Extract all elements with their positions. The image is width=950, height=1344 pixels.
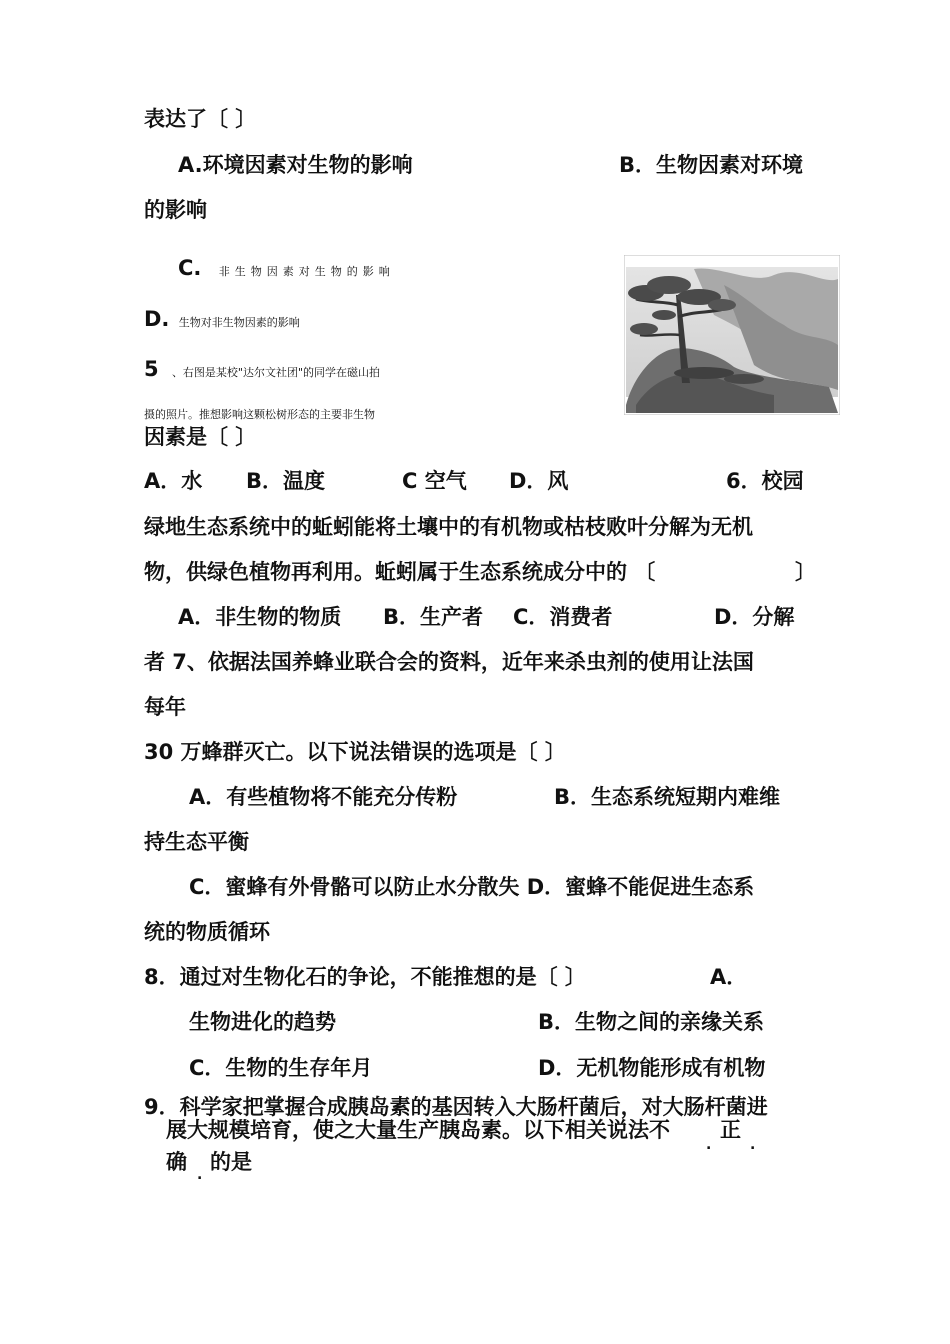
question-9-line3: 的是 (210, 1150, 252, 1174)
question-5-line1 (144, 356, 380, 386)
emphasis-dot: . (197, 1167, 203, 1183)
option-4d (144, 306, 300, 336)
option-6d: D．分解 (714, 605, 795, 629)
emphasis-dot: . (706, 1137, 712, 1153)
question-7-line3: 30 万蜂群灭亡。以下说法错误的选项是〔 〕 (144, 740, 566, 764)
question-5-number: 5 (144, 357, 159, 381)
option-7a: A．有些植物将不能充分传粉 (189, 785, 458, 809)
option-4d-text: 生物对非生物因素的影响 (178, 316, 300, 329)
option-8c: C．生物的生存年月 (189, 1056, 373, 1080)
question-7-line2: 每年 (144, 695, 186, 719)
question-8-stem: 8．通过对生物化石的争论，不能推想的是〔 〕 (144, 965, 586, 989)
option-7d-cont: 统的物质循环 (144, 920, 270, 944)
option-4b: B．生物因素对环境 (619, 153, 804, 177)
option-5c: C 空气 (402, 469, 467, 493)
option-4a: A.环境因素对生物的影响 (178, 153, 413, 177)
option-6b: B．生产者 (383, 605, 484, 629)
option-6c: C．消费者 (513, 605, 613, 629)
option-7b: B．生态系统短期内难维 (554, 785, 781, 809)
question-6-start: 6．校园 (726, 469, 804, 493)
question-6-bracket-close: 〕 (795, 560, 816, 584)
option-4d-label: D. (144, 307, 170, 331)
question-5-text1: 、右图是某校"达尔文社团"的同学在磁山拍 (171, 366, 381, 379)
option-5d: D．风 (509, 469, 569, 493)
option-7c-7d: C．蜜蜂有外骨骼可以防止水分散失 D．蜜蜂不能促进生态系 (189, 875, 755, 899)
option-8d: D．无机物能形成有机物 (538, 1056, 766, 1080)
question-6-line3: 物，供绿色植物再利用。蚯蚓属于生态系统成分中的 〔 (144, 560, 656, 584)
option-6a: A．非生物的物质 (178, 605, 342, 629)
question-5-text2: 摄的照片。推想影响这颗松树形态的主要非生物 (144, 408, 375, 421)
pine-tree-photo (624, 255, 840, 415)
question-9-emph-word2: 确 (166, 1150, 187, 1174)
option-4c-label: C. (178, 256, 202, 280)
question-9-line1: 9．科学家把掌握合成胰岛素的基因转入大肠杆菌后，对大肠杆菌进 (144, 1095, 768, 1119)
option-4c-text: 非生物因素对生物的影响 (218, 265, 395, 278)
question-9-emph-word1: 正 (720, 1118, 741, 1142)
option-5b: B．温度 (246, 469, 326, 493)
option-7b-cont: 持生态平衡 (144, 830, 249, 854)
question-7-line1: 者 7、依据法国养蜂业联合会的资料，近年来杀虫剂的使用让法国 (144, 650, 754, 674)
option-4b-cont: 的影响 (144, 198, 207, 222)
option-8b: B．生物之间的亲缘关系 (538, 1010, 765, 1034)
emphasis-dot: . (750, 1137, 756, 1153)
option-8a-text: 生物进化的趋势 (189, 1010, 336, 1034)
line-q4-stem-end: 表达了〔 〕 (144, 107, 257, 131)
option-4c (178, 255, 395, 285)
question-9-line2: 展大规模培育，使之大量生产胰岛素。以下相关说法不 (166, 1118, 670, 1142)
question-5-line3: 因素是〔 〕 (144, 425, 257, 449)
question-6-line2: 绿地生态系统中的蚯蚓能将土壤中的有机物或枯枝败叶分解为无机 (144, 515, 753, 539)
option-5a: A．水 (144, 469, 203, 493)
option-8a-label: A． (710, 965, 748, 989)
